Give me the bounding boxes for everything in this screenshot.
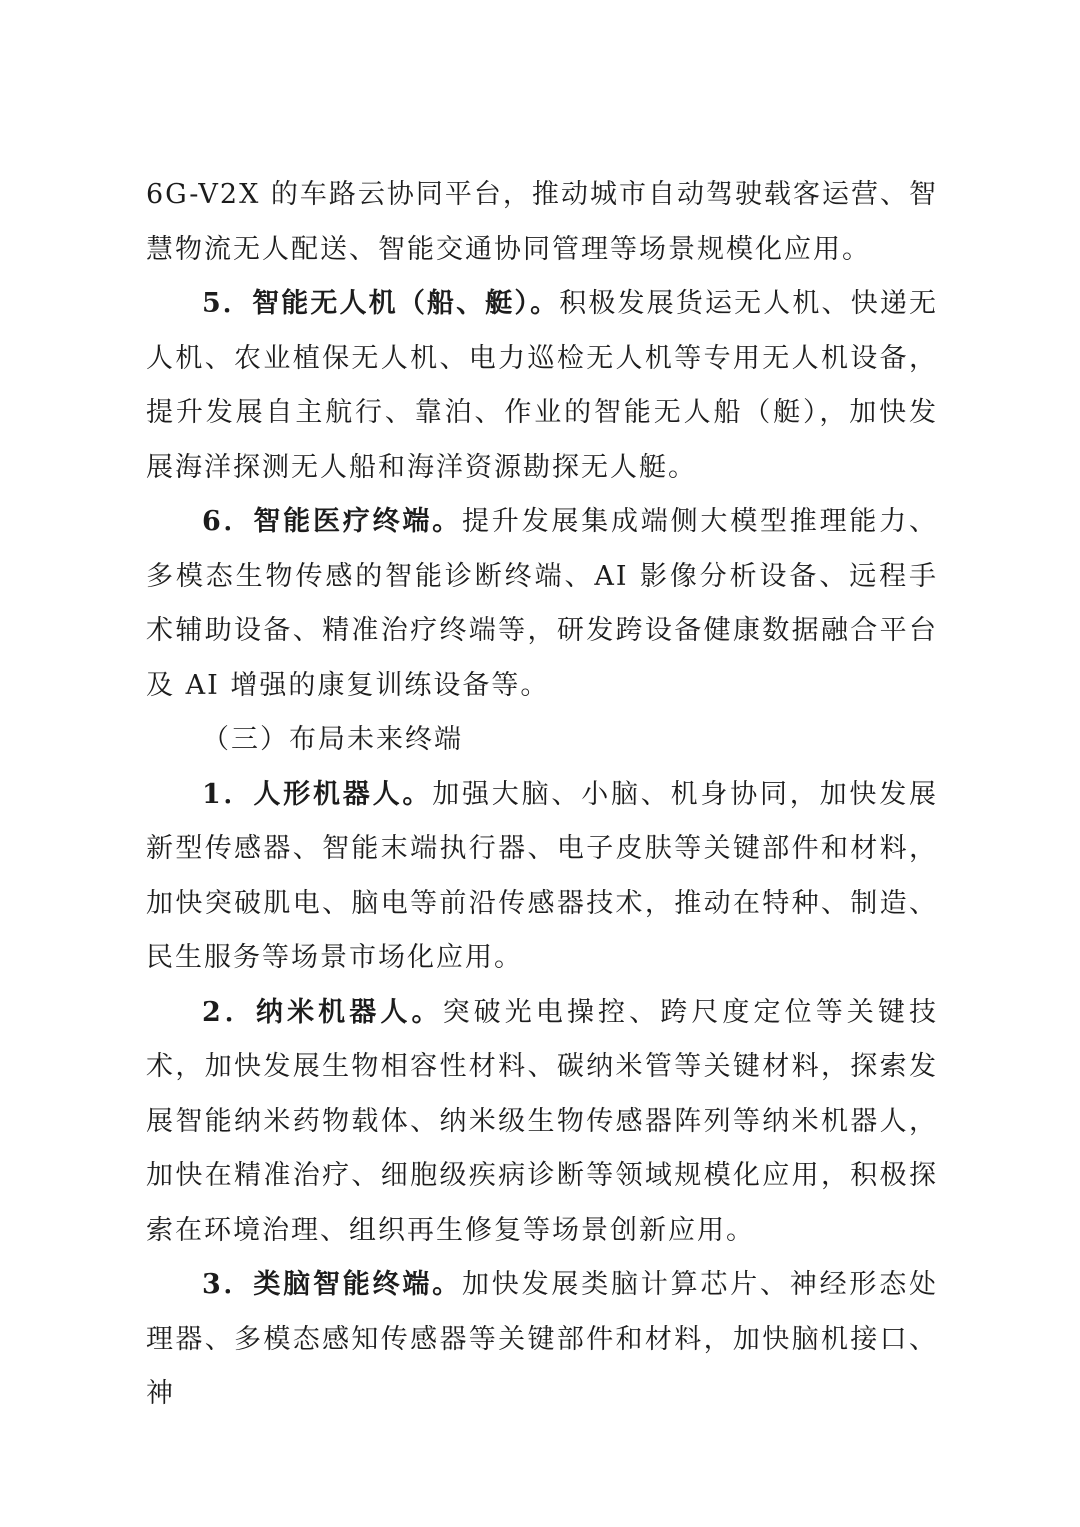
paragraph-lead: 5．智能无人机（船、艇）。	[202, 288, 560, 319]
paragraph-text: 6G-V2X 的车路云协同平台，推动城市自动驾驶载客运营、智慧物流无人配送、智能交通协同管理等场景规模化应用。	[146, 179, 938, 265]
paragraph-continuation	[146, 168, 938, 277]
paragraph-nano-robot	[146, 986, 938, 1259]
paragraph-humanoid-robot	[146, 768, 938, 986]
paragraph-text: 加快发展类脑计算芯片、神经形态处理器、多模态感知传感器等关键部件和材料，加快脑机接口、神	[146, 1269, 939, 1409]
paragraph-medical	[146, 495, 938, 713]
paragraph-lead: 6．智能医疗终端。	[202, 506, 462, 537]
document-page	[146, 168, 938, 1422]
paragraph-lead: 2．纳米机器人。	[202, 996, 443, 1028]
paragraph-text: 提升发展集成端侧大模型推理能力、多模态生物传感的智能诊断终端、AI 影像分析设备、远程手术辅助设备、精准治疗终端等，研发跨设备健康数据融合平台及 AI 增强的康复训练设备等。	[146, 506, 939, 701]
paragraph-text: 突破光电操控、跨尺度定位等关键技术，加快发展生物相容性材料、碳纳米管等关键材料，探索发展智能纳米药物载体、纳米级生物传感器阵列等纳米机器人，加快在精准治疗、细胞级疾病诊断等领域规模化应用，积极探索在环境治理、组织再生修复等场景创新应用。	[146, 996, 938, 1246]
paragraph-drones	[146, 277, 938, 495]
section-heading: （三）布局未来终端	[202, 724, 463, 755]
paragraph-brain-like-terminal	[146, 1258, 938, 1422]
paragraph-lead: 1．人形机器人。	[202, 778, 433, 810]
paragraph-text: 加强大脑、小脑、机身协同，加快发展新型传感器、智能末端执行器、电子皮肤等关键部件和材料，加快突破肌电、脑电等前沿传感器技术，推动在特种、制造、民生服务等场景市场化应用。	[146, 778, 938, 973]
paragraph-lead: 3．类脑智能终端。	[202, 1269, 462, 1300]
paragraph-text: 积极发展货运无人机、快递无人机、农业植保无人机、电力巡检无人机等专用无人机设备，提升发展自主航行、靠泊、作业的智能无人船（艇），加快发展海洋探测无人船和海洋资源勘探无人艇。	[146, 288, 938, 483]
